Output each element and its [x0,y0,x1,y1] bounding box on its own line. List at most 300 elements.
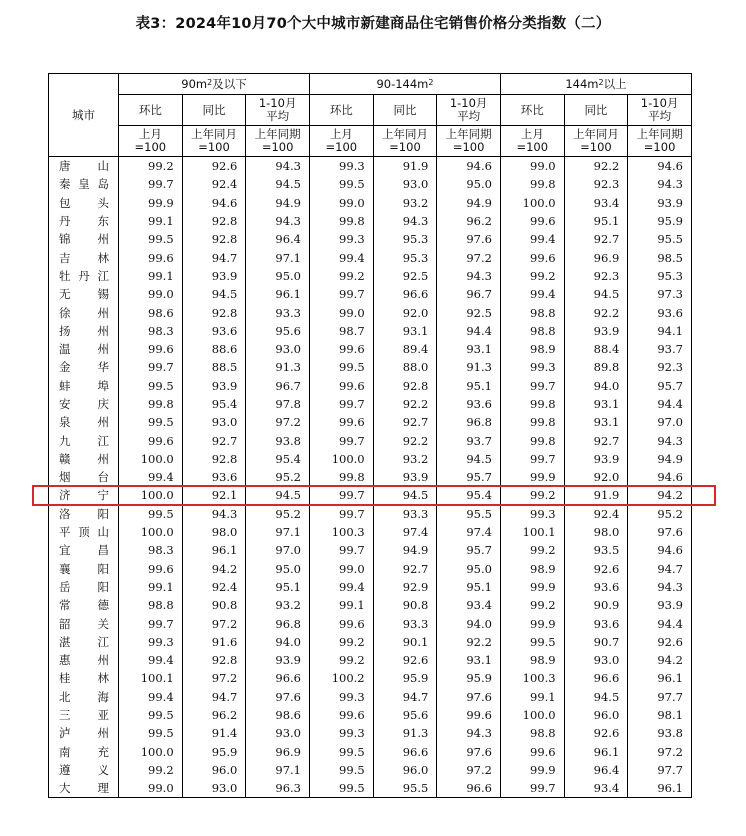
index-value: 98.9 [500,651,564,669]
index-value: 98.9 [500,560,564,578]
index-value: 88.6 [182,340,246,358]
table-row [49,431,692,449]
base-header-cell: 上年同月 =100 [373,126,437,157]
index-value: 97.1 [246,761,310,779]
index-value: 93.9 [564,322,628,340]
table-row [49,669,692,687]
base-header-cell: 上月 =100 [119,126,183,157]
index-value: 95.9 [182,743,246,761]
index-value: 96.6 [373,285,437,303]
index-value: 93.0 [182,779,246,798]
index-value: 97.2 [437,248,501,266]
index-value: 100.1 [500,523,564,541]
index-value: 93.1 [373,322,437,340]
index-value: 99.3 [309,724,373,742]
index-value: 92.2 [564,303,628,321]
city-name: 平顶山 [49,523,119,541]
index-value: 99.6 [437,706,501,724]
index-value: 97.2 [437,761,501,779]
index-value: 97.8 [246,395,310,413]
index-value: 92.7 [564,431,628,449]
index-value: 99.5 [309,358,373,376]
index-value: 93.6 [564,614,628,632]
index-value: 99.5 [309,175,373,193]
index-value: 93.2 [373,194,437,212]
index-value: 91.3 [246,358,310,376]
table-row [49,486,692,504]
index-value: 95.7 [437,541,501,559]
city-name: 洛阳 [49,505,119,523]
index-value: 96.3 [246,779,310,798]
index-value: 95.3 [373,230,437,248]
index-value: 99.1 [309,596,373,614]
index-value: 92.6 [373,651,437,669]
city-column-header: 城市 [49,74,119,157]
index-value: 94.9 [246,194,310,212]
index-value: 100.1 [119,669,183,687]
table-row [49,194,692,212]
index-value: 99.7 [309,395,373,413]
index-value: 94.3 [246,212,310,230]
index-value: 94.6 [628,468,692,486]
index-value: 95.6 [373,706,437,724]
index-value: 95.7 [437,468,501,486]
index-value: 99.2 [500,541,564,559]
index-value: 95.0 [437,175,501,193]
index-value: 92.4 [564,505,628,523]
index-value: 93.0 [246,724,310,742]
index-value: 93.9 [628,194,692,212]
city-name: 宜昌 [49,541,119,559]
index-value: 93.8 [628,724,692,742]
city-name: 湛江 [49,633,119,651]
index-value: 93.9 [246,651,310,669]
index-value: 99.7 [309,431,373,449]
sub-header-cell: 1-10月 平均 [628,95,692,126]
table-row [49,706,692,724]
city-name: 扬州 [49,322,119,340]
index-value: 99.0 [500,157,564,176]
index-value: 91.3 [437,358,501,376]
index-value: 99.4 [500,230,564,248]
index-value: 91.3 [373,724,437,742]
table-row [49,395,692,413]
table-row [49,688,692,706]
index-value: 95.1 [246,578,310,596]
index-value: 93.0 [373,175,437,193]
index-value: 96.1 [628,669,692,687]
index-value: 94.2 [182,560,246,578]
index-value: 100.0 [119,743,183,761]
index-value: 94.6 [628,541,692,559]
index-value: 99.6 [119,248,183,266]
table-row [49,779,692,798]
index-value: 99.9 [500,614,564,632]
table-title: 表3：2024年10月70个大中城市新建商品住宅销售价格分类指数（二） [135,16,611,32]
index-value: 94.3 [246,157,310,176]
city-name: 泸州 [49,724,119,742]
index-value: 92.3 [628,358,692,376]
index-value: 94.4 [437,322,501,340]
index-value: 99.8 [500,395,564,413]
index-value: 99.5 [500,633,564,651]
city-name: 泉州 [49,413,119,431]
table-row [49,358,692,376]
index-value: 95.1 [437,377,501,395]
index-value: 88.0 [373,358,437,376]
index-value: 97.3 [628,285,692,303]
index-value: 93.1 [437,651,501,669]
index-value: 96.4 [246,230,310,248]
city-name: 韶关 [49,614,119,632]
index-value: 92.8 [182,450,246,468]
city-name: 无锡 [49,285,119,303]
index-value: 93.1 [564,413,628,431]
index-value: 94.9 [373,541,437,559]
index-value: 96.7 [437,285,501,303]
index-value: 99.5 [119,377,183,395]
index-value: 99.3 [500,358,564,376]
index-value: 95.9 [373,669,437,687]
index-value: 97.0 [246,541,310,559]
city-name: 大理 [49,779,119,798]
index-value: 88.5 [182,358,246,376]
index-value: 99.3 [500,505,564,523]
index-value: 99.6 [309,614,373,632]
index-value: 92.2 [373,431,437,449]
index-value: 93.6 [564,578,628,596]
table-row [49,578,692,596]
index-value: 99.7 [119,614,183,632]
index-value: 98.0 [182,523,246,541]
city-name: 温州 [49,340,119,358]
index-value: 99.7 [309,285,373,303]
index-value: 92.3 [564,267,628,285]
index-value: 94.4 [628,395,692,413]
table-row [49,450,692,468]
index-value: 99.3 [119,633,183,651]
city-name: 唐山 [49,157,119,176]
index-value: 93.1 [437,340,501,358]
index-value: 99.2 [500,486,564,504]
city-name: 济宁 [49,486,119,504]
city-name: 南充 [49,743,119,761]
index-value: 88.4 [564,340,628,358]
index-value: 98.6 [246,706,310,724]
index-value: 90.9 [564,596,628,614]
index-value: 99.2 [500,267,564,285]
index-value: 99.5 [119,706,183,724]
price-index-table [48,73,692,798]
index-value: 94.2 [628,651,692,669]
index-value: 92.5 [437,303,501,321]
index-value: 97.6 [437,230,501,248]
index-value: 96.1 [246,285,310,303]
index-value: 98.8 [500,322,564,340]
index-value: 91.9 [564,486,628,504]
index-value: 100.0 [119,450,183,468]
index-value: 97.0 [628,413,692,431]
index-value: 98.9 [500,340,564,358]
index-value: 99.1 [119,212,183,230]
index-value: 99.9 [500,578,564,596]
index-value: 99.0 [119,779,183,798]
index-value: 98.0 [564,523,628,541]
index-value: 92.8 [182,303,246,321]
table-row [49,285,692,303]
table-row [49,614,692,632]
index-value: 96.9 [564,248,628,266]
index-value: 99.2 [309,651,373,669]
index-value: 93.2 [246,596,310,614]
index-value: 91.9 [373,157,437,176]
index-value: 95.0 [246,267,310,285]
index-value: 94.7 [182,248,246,266]
base-header-cell: 上年同期 =100 [628,126,692,157]
index-value: 92.2 [373,395,437,413]
index-value: 93.8 [246,431,310,449]
index-value: 95.4 [246,450,310,468]
city-name: 蚌埠 [49,377,119,395]
city-name: 吉林 [49,248,119,266]
index-value: 98.1 [628,706,692,724]
table-row [49,743,692,761]
index-value: 92.9 [373,578,437,596]
index-value: 94.5 [246,175,310,193]
index-value: 100.0 [119,523,183,541]
index-value: 94.3 [182,505,246,523]
index-value: 99.6 [500,743,564,761]
index-value: 96.0 [564,706,628,724]
city-name: 锦州 [49,230,119,248]
index-value: 94.6 [628,157,692,176]
index-value: 99.8 [500,431,564,449]
index-value: 92.8 [182,212,246,230]
table-row [49,505,692,523]
index-value: 99.6 [309,377,373,395]
index-value: 94.5 [437,450,501,468]
city-name: 遵义 [49,761,119,779]
index-value: 99.7 [500,779,564,798]
index-value: 95.2 [246,468,310,486]
index-value: 99.7 [119,358,183,376]
index-value: 89.4 [373,340,437,358]
index-value: 97.2 [628,743,692,761]
index-value: 93.9 [182,377,246,395]
index-value: 93.6 [182,468,246,486]
index-value: 99.5 [119,505,183,523]
index-value: 99.8 [500,413,564,431]
index-value: 96.2 [182,706,246,724]
index-value: 90.7 [564,633,628,651]
index-value: 96.6 [373,743,437,761]
index-value: 94.6 [182,194,246,212]
index-value: 94.9 [628,450,692,468]
index-value: 92.7 [373,560,437,578]
index-value: 96.8 [437,413,501,431]
index-value: 99.0 [119,285,183,303]
index-value: 99.6 [309,340,373,358]
sub-header-cell: 1-10月 平均 [437,95,501,126]
sub-header-cell: 同比 [182,95,246,126]
index-value: 93.5 [564,541,628,559]
city-name: 徐州 [49,303,119,321]
group-header-small: $90m^2$及以下 [119,74,310,95]
index-value: 94.3 [628,431,692,449]
index-value: 95.3 [373,248,437,266]
index-value: 92.6 [564,560,628,578]
index-value: 99.4 [119,688,183,706]
index-value: 93.6 [628,303,692,321]
index-value: 99.6 [309,706,373,724]
index-value: 97.6 [437,688,501,706]
city-name: 桂林 [49,669,119,687]
table-row [49,175,692,193]
index-value: 94.5 [182,285,246,303]
index-value: 100.2 [309,669,373,687]
index-value: 93.0 [246,340,310,358]
index-value: 95.4 [182,395,246,413]
index-value: 97.6 [246,688,310,706]
city-name: 北海 [49,688,119,706]
index-value: 96.6 [437,779,501,798]
index-value: 96.6 [564,669,628,687]
index-value: 99.7 [309,486,373,504]
index-value: 94.3 [437,267,501,285]
index-value: 95.5 [628,230,692,248]
index-value: 95.9 [437,669,501,687]
index-value: 99.2 [309,267,373,285]
city-name: 三亚 [49,706,119,724]
index-value: 94.3 [373,212,437,230]
index-value: 93.0 [182,413,246,431]
index-value: 97.2 [182,669,246,687]
index-value: 95.5 [373,779,437,798]
index-value: 92.7 [564,230,628,248]
index-value: 99.5 [119,413,183,431]
index-value: 93.6 [182,322,246,340]
table-row [49,303,692,321]
index-value: 91.6 [182,633,246,651]
index-value: 99.6 [309,413,373,431]
index-value: 99.2 [119,761,183,779]
index-value: 99.3 [309,688,373,706]
index-value: 99.6 [500,248,564,266]
index-value: 93.3 [246,303,310,321]
index-value: 97.6 [437,743,501,761]
table-row [49,413,692,431]
index-value: 93.2 [373,450,437,468]
index-value: 97.2 [182,614,246,632]
index-value: 95.6 [246,322,310,340]
index-value: 97.7 [628,761,692,779]
index-value: 92.4 [182,578,246,596]
index-value: 93.9 [564,450,628,468]
index-value: 90.8 [373,596,437,614]
base-header-cell: 上月 =100 [309,126,373,157]
index-value: 99.1 [119,578,183,596]
index-value: 99.4 [119,468,183,486]
index-value: 92.6 [628,633,692,651]
index-value: 99.5 [309,761,373,779]
table-row [49,322,692,340]
city-name: 赣州 [49,450,119,468]
city-name: 九江 [49,431,119,449]
index-value: 96.1 [628,779,692,798]
table-row [49,377,692,395]
index-value: 96.1 [564,743,628,761]
index-value: 93.0 [564,651,628,669]
base-header-cell: 上年同月 =100 [182,126,246,157]
index-value: 98.8 [500,724,564,742]
index-value: 97.4 [437,523,501,541]
index-value: 94.0 [246,633,310,651]
index-value: 93.9 [373,468,437,486]
city-name: 秦皇岛 [49,175,119,193]
index-value: 98.5 [628,248,692,266]
index-value: 94.0 [564,377,628,395]
index-value: 93.4 [564,779,628,798]
index-value: 100.0 [119,486,183,504]
index-value: 98.6 [119,303,183,321]
index-value: 99.0 [309,194,373,212]
index-value: 94.0 [437,614,501,632]
city-name: 安庆 [49,395,119,413]
index-value: 92.3 [564,175,628,193]
index-value: 99.3 [309,157,373,176]
table-row [49,633,692,651]
index-value: 90.8 [182,596,246,614]
index-value: 96.8 [246,614,310,632]
index-value: 92.0 [373,303,437,321]
index-value: 92.5 [373,267,437,285]
index-value: 97.1 [246,248,310,266]
index-value: 94.3 [628,175,692,193]
index-value: 94.2 [628,486,692,504]
index-value: 93.6 [437,395,501,413]
index-value: 94.3 [628,578,692,596]
index-value: 99.6 [119,431,183,449]
index-value: 90.1 [373,633,437,651]
base-header-cell: 上年同期 =100 [246,126,310,157]
index-value: 97.4 [373,523,437,541]
sub-header-cell: 同比 [373,95,437,126]
city-name: 岳阳 [49,578,119,596]
index-value: 92.6 [564,724,628,742]
index-value: 100.0 [309,450,373,468]
index-value: 99.7 [309,541,373,559]
index-value: 97.1 [246,523,310,541]
index-value: 93.3 [373,505,437,523]
index-value: 92.2 [437,633,501,651]
index-value: 99.8 [309,468,373,486]
index-value: 93.4 [437,596,501,614]
index-value: 95.0 [246,560,310,578]
index-value: 100.3 [500,669,564,687]
city-name: 常德 [49,596,119,614]
index-value: 98.3 [119,541,183,559]
table-row [49,248,692,266]
index-value: 93.3 [373,614,437,632]
index-value: 99.3 [309,230,373,248]
city-name: 烟台 [49,468,119,486]
index-value: 99.4 [119,651,183,669]
index-value: 96.0 [373,761,437,779]
index-value: 98.7 [309,322,373,340]
sub-header-cell: 环比 [119,95,183,126]
sub-header-cell: 环比 [500,95,564,126]
table-row [49,468,692,486]
